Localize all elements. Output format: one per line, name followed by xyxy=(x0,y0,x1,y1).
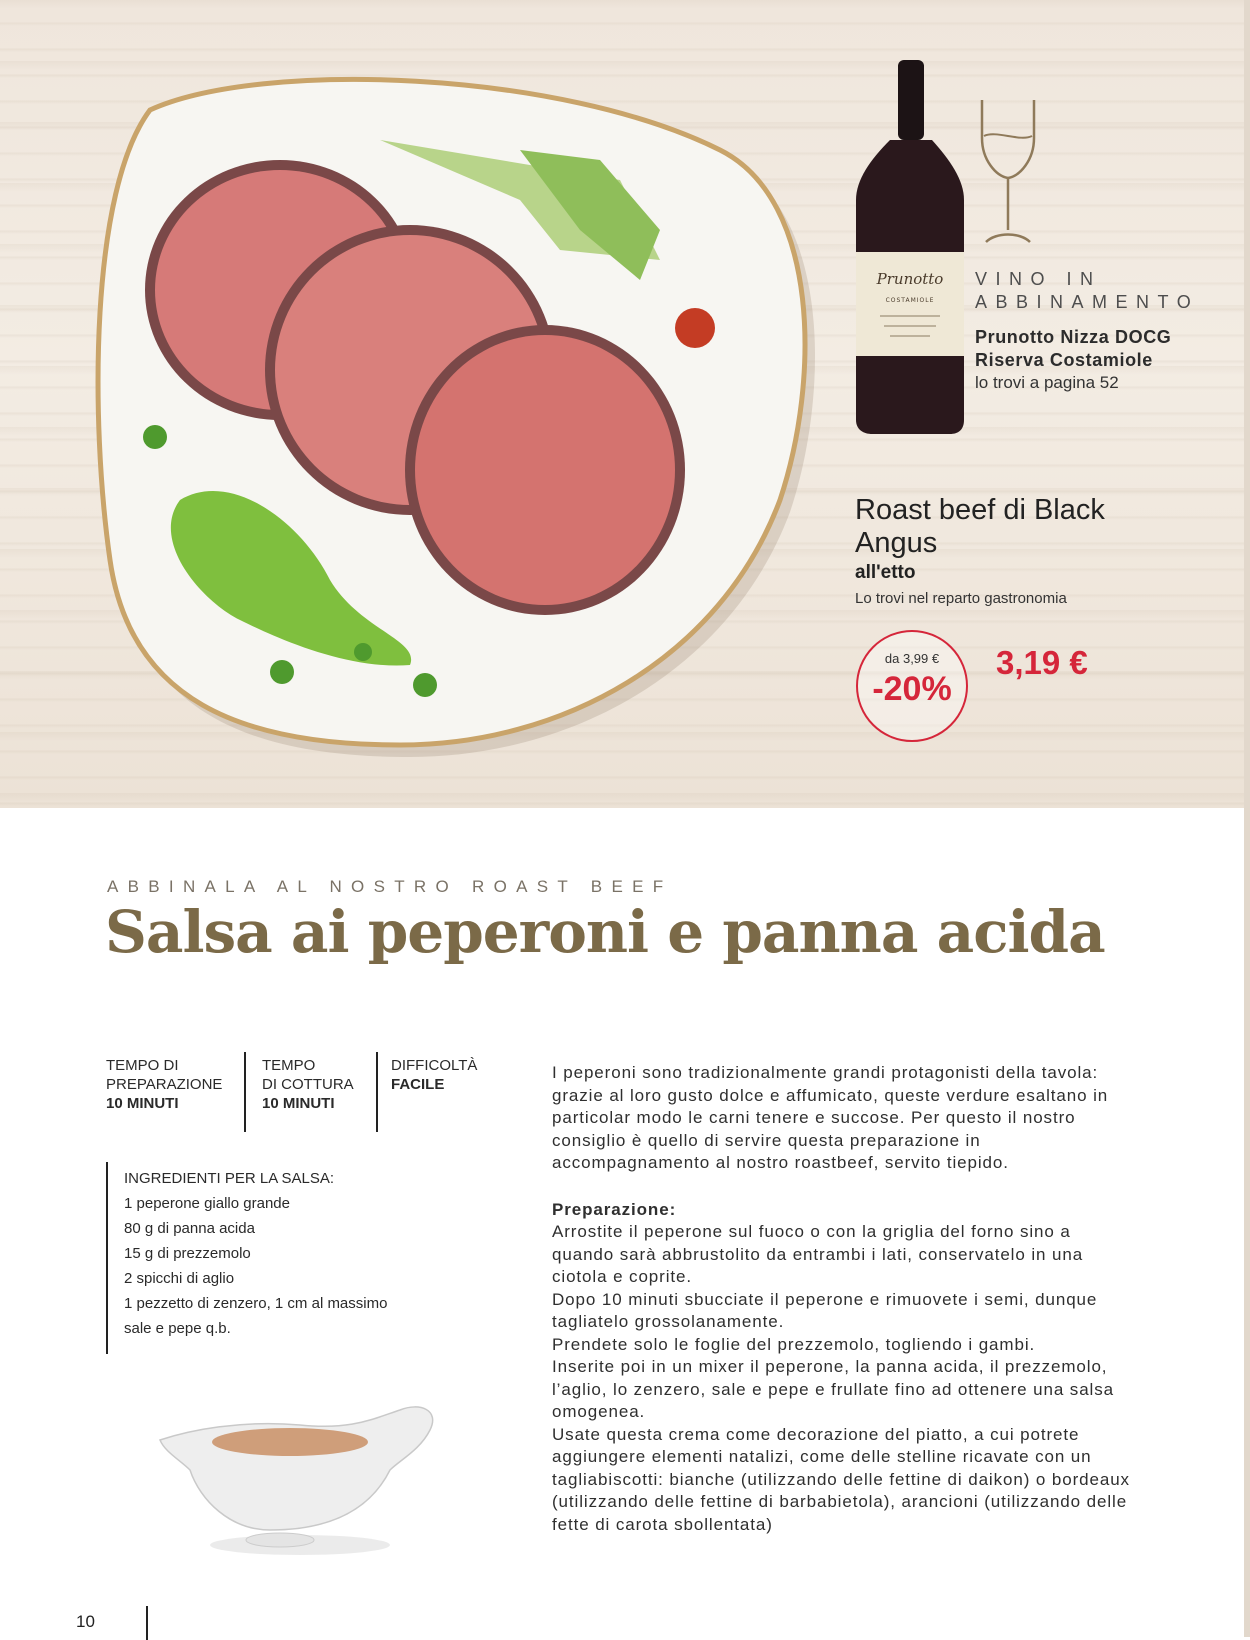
ingredient-item: 1 pezzetto di zenzero, 1 cm al massimo xyxy=(124,1295,388,1312)
roast-beef-plate-photo xyxy=(0,0,1250,808)
prep-time xyxy=(106,1056,222,1113)
ingredients-title: INGREDIENTI PER LA SALSA: xyxy=(124,1170,335,1187)
ingredients-list xyxy=(106,1162,426,1354)
old-price: da 3,99 € xyxy=(884,651,940,666)
product-name: Roast beef di Black Angus xyxy=(855,494,1105,559)
cook-time-label-1: TEMPO xyxy=(262,1057,316,1074)
prep-time-value: 10 MINUTI xyxy=(106,1095,179,1112)
wine-name: Prunotto Nizza DOCG Riserva Costamiole xyxy=(975,327,1172,370)
difficulty-label: DIFFICOLTÀ xyxy=(391,1057,478,1074)
wine-glass-icon xyxy=(976,98,1040,248)
preparation-step: Inserite poi in un mixer il peperone, la panna acida, il prezzemolo, l’aglio, lo zenzero, sale e pepe e frullate fino ad ottenere una salsa omogenea. xyxy=(552,1357,1114,1421)
ingredient-item: sale e pepe q.b. xyxy=(124,1320,231,1337)
wine-page-ref: lo trovi a pagina 52 xyxy=(975,373,1119,392)
preparation-step: Arrostite il peperone sul fuoco o con la griglia del forno sino a quando sarà abbrustolito da entrambi i lati, conservatelo in una ciotola e coprite. xyxy=(552,1222,1084,1286)
preparation-step: Usate questa crema come decorazione del piatto, a cui potrete aggiungere elementi natalizi, come delle stelline ricavate con un tagliabiscotti: bianche (utilizzando delle fettine di daikon) o bordeaux (utilizzando delle fettine di barbabietola), arancioni (utilizzando delle fette di carota sbollentata) xyxy=(552,1424,1130,1534)
discount-percent: -20% xyxy=(872,670,952,708)
prep-time-label-2: PREPARAZIONE xyxy=(106,1076,223,1093)
wine-pairing-label: VINO IN ABBINAMENTO xyxy=(975,269,1200,312)
meta-divider xyxy=(244,1052,246,1132)
page-number-divider xyxy=(146,1606,148,1640)
discount-badge xyxy=(856,630,968,742)
recipe-kicker: ABBINALA AL NOSTRO ROAST BEEF xyxy=(107,877,673,896)
preparation-step: Prendete solo le foglie del prezzemolo, togliendo i gambi. xyxy=(552,1334,1036,1354)
difficulty xyxy=(391,1056,477,1094)
new-price: 3,19 € xyxy=(996,644,1088,681)
gravy-boat-photo xyxy=(150,1390,450,1560)
meta-divider xyxy=(376,1052,378,1132)
wine-pairing xyxy=(975,268,1235,393)
ingredient-item: 1 peperone giallo grande xyxy=(124,1195,290,1212)
cook-time-value: 10 MINUTI xyxy=(262,1095,335,1112)
page-edge xyxy=(1244,0,1250,1637)
prep-time-label-1: TEMPO DI xyxy=(106,1057,179,1074)
svg-text:Prunotto: Prunotto xyxy=(876,270,944,288)
product-unit: all'etto xyxy=(855,562,916,583)
hero-photo xyxy=(0,0,1250,808)
recipe-intro: I peperoni sono tradizionalmente grandi protagonisti della tavola: grazie al loro gusto dolce e affumicato, queste verdure esaltano in particolar modo le carni tenere e succose. Per questo il nostro consiglio è quello di servire questa preparazione in accompagnamento al nostro roastbeef, servito tiepido. xyxy=(552,1063,1109,1172)
preparation-step: Dopo 10 minuti sbucciate il peperone e rimuovete i semi, dunque tagliatelo grossolanamente. xyxy=(552,1289,1098,1331)
svg-text:COSTAMIOLE: COSTAMIOLE xyxy=(885,297,935,304)
cook-time-label-2: DI COTTURA xyxy=(262,1076,354,1093)
page-number: 10 xyxy=(76,1612,95,1631)
product-info xyxy=(855,494,1155,607)
recipe-title: Salsa ai peperoni e panna acida xyxy=(105,898,1105,966)
product-location: Lo trovi nel reparto gastronomia xyxy=(855,590,1067,607)
ingredient-item: 2 spicchi di aglio xyxy=(124,1270,235,1287)
preparation-title: Preparazione: xyxy=(552,1199,677,1219)
cook-time xyxy=(262,1056,354,1113)
ingredient-item: 15 g di prezzemolo xyxy=(124,1245,251,1262)
difficulty-value: FACILE xyxy=(391,1076,445,1093)
recipe-body xyxy=(552,1062,1132,1536)
ingredient-item: 80 g di panna acida xyxy=(124,1220,255,1237)
